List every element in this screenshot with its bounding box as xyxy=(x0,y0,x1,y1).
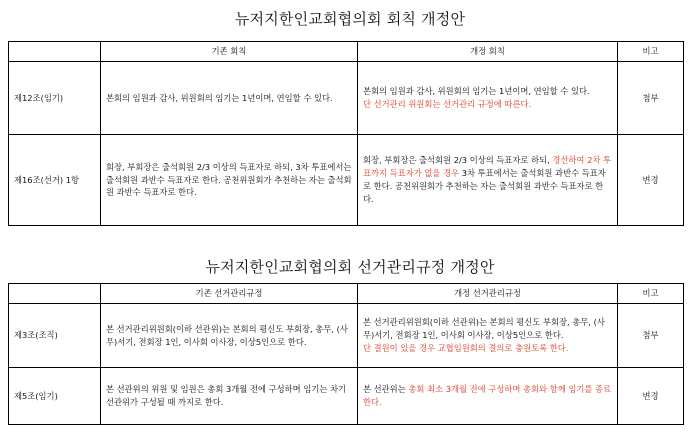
header-note: 비고 xyxy=(618,284,684,304)
table-row xyxy=(9,62,684,135)
table-header-row xyxy=(9,284,684,304)
new-text: 본회의 임원과 감사, 위원회의 임기는 1년이며, 연임할 수 있다. xyxy=(363,86,590,97)
old-text-cell: 회장, 부회장은 출석회원 2/3 이상의 득표자로 하되, 3차 투표에서는 출석회원 과반수 득표자로 한다. 공천위원회가 추천하는 자는 출석회원 과반수 득표자로 한다. xyxy=(101,135,358,226)
note-cell: 변경 xyxy=(618,135,684,226)
header-article xyxy=(9,284,101,304)
new-text: 본 선거관리위원회(이하 선관위)는 본회의 평신도 부회장, 총무, (사무)서기, 전회장 1인, 이사회 이사장, 이상5인으로 한다. xyxy=(363,317,605,341)
new-text: 본 선관위는 xyxy=(363,384,406,395)
bylaws-amendment-table xyxy=(8,41,684,226)
table-row xyxy=(9,304,684,368)
header-new: 개정 회칙 xyxy=(358,42,618,62)
old-text-cell: 본 선관위의 위원 및 임원은 총회 3개월 전에 구성하며 임기는 차기 선관위가 구성될 때 까지로 한다. xyxy=(101,368,358,425)
table-header-row xyxy=(9,42,684,62)
article-cell: 제3조(조직) xyxy=(9,304,101,368)
new-text-highlight: 단 결원이 있을 경우 교협임원회의 결의로 충원토록 한다. xyxy=(363,342,569,353)
new-text-continued: 3차 투표에서는 출석회원 과반수 득표자로 한다. 공천위원회가 추천하는 자는 출석회원 과반수 득표자로 한다. xyxy=(363,168,606,204)
note-cell: 첨부 xyxy=(618,304,684,368)
document-title-election-rules: 뉴저지한인교회협의회 선거관리규정 개정안 xyxy=(205,258,495,276)
document-title-bylaws: 뉴저지한인교회협의회 회칙 개정안 xyxy=(234,10,466,28)
new-text-cell xyxy=(358,62,618,135)
header-note: 비고 xyxy=(618,42,684,62)
new-text-cell xyxy=(358,368,618,425)
new-text-highlight: 경선하여 2차 투표까지 득표자가 없을 경우 xyxy=(363,155,612,179)
table-row xyxy=(9,135,684,226)
note-cell: 변경 xyxy=(618,368,684,425)
note-cell: 첨부 xyxy=(618,62,684,135)
new-text: 회장, 부회장은 출석회원 2/3 이상의 득표자로 하되, xyxy=(363,155,553,166)
election-rules-amendment-table xyxy=(8,283,684,425)
new-text-cell xyxy=(358,135,618,226)
header-article xyxy=(9,42,101,62)
header-old: 기존 선거관리규정 xyxy=(101,284,358,304)
new-text-highlight: 단 선거관리 위원회는 선거관리 규정에 따른다. xyxy=(363,99,532,109)
new-text-highlight: 총회 최소 3개월 전에 구성하며 총회와 함께 임기를 종료한다. xyxy=(363,384,612,407)
table-row xyxy=(9,368,684,425)
article-cell: 제5조(임기) xyxy=(9,368,101,425)
old-text-cell: 본회의 임원과 감사, 위원회의 임기는 1년이며, 연임할 수 있다. xyxy=(101,62,358,135)
article-cell: 제16조(선거) 1항 xyxy=(9,135,101,226)
new-text-cell xyxy=(358,304,618,368)
header-new: 개정 선거관리규정 xyxy=(358,284,618,304)
header-old: 기존 회칙 xyxy=(101,42,358,62)
article-cell: 제12조(임기) xyxy=(9,62,101,135)
old-text-cell: 본 선거관리위원회(이하 선관위)는 본회의 평신도 부회장, 총무, (사무)서기, 전회장 1인, 이사회 이사장, 이상5인으로 한다. xyxy=(101,304,358,368)
